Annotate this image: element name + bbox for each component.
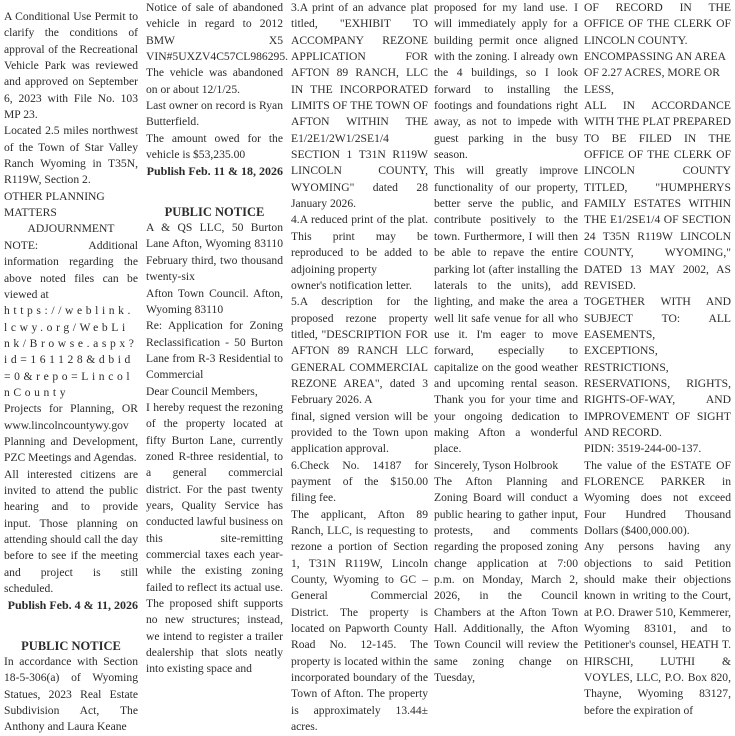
paragraph: The vehicle was abandoned on or about 12/1/25. bbox=[146, 66, 283, 96]
paragraph: 4.A reduced print of the plat. This print may be reproduced to be added to adjoining property bbox=[291, 213, 428, 276]
column-5 bbox=[584, 0, 731, 719]
signature-line: Sincerely, Tyson Holbrook bbox=[434, 458, 559, 472]
paragraph: owner's notification letter. bbox=[291, 278, 412, 292]
section-heading: ADJOURNMENT bbox=[27, 222, 115, 236]
paragraph: 6.Check No. 14187 for payment of the $150.00 filing fee. bbox=[291, 458, 428, 505]
paragraph: The Afton Planning and Zoning Board will conduct a public hearing to gather input, protests, and comments regarding the proposed zoning change application at 7:00 p.m. on Monday, March 2, 2026, in the Council Chambers at the Afton Town Hall. Additionally, the Afton Town Council will review the same zoning change on Tuesday, bbox=[434, 474, 578, 685]
paragraph: Notice of sale of abandoned vehicle in regard to 2012 BMW X5 VIN#5UXZV4C57CL986295. bbox=[146, 1, 289, 64]
paragraph: ENCOMPASSING AN AREA OF 2.27 ACRES, MORE OR LESS, bbox=[584, 50, 726, 96]
paragraph: I hereby request the rezoning of the property located at fifty Burton Lane, currently zoned R-three residential, to a general commercial district. For the past twenty years, Quality Service has conducted lawful business on this site-remitting commercial taxes each year-while the existing zoning failed to reflect its actual use. The proposed shift supports no new structures; instead, we intend to register a trailer dealership that slots neatly into existing space and bbox=[146, 400, 283, 676]
paragraph: 5.A description for the proposed rezone property titled, "DESCRIPTION FOR AFTON 89 RANCH LLC GENERAL COMMERCIAL REZONE AREA", dated 3 February 2026. A bbox=[291, 295, 428, 407]
parcel-id: PIDN: 3519-244-00-137. bbox=[584, 442, 702, 456]
paragraph: Any persons having any objections to said Petition should make their objections known in writing to the Court, at P.O. Drawer 510, Kemmerer, Wyoming 83101, and to Petitioner's counsel, HEATH T. HIRSCHI, LUTHI & VOYLES, LLC, P.O. Box 820, Thayne, Wyoming 83127, before the expiration of bbox=[584, 540, 731, 717]
paragraph: All interested citizens are invited to attend the public hearing and to provide input. Those planning on attending should call the day before to see if the meeting and project is still scheduled. bbox=[4, 467, 138, 596]
paragraph: A & QS LLC, 50 Burton Lane Afton, Wyoming 83110 February third, two thousand twenty-six bbox=[146, 221, 283, 284]
section-heading: OTHER PLANNING MATTERS bbox=[4, 189, 105, 220]
paragraph: final, signed version will be provided to the Town upon application approval. bbox=[291, 409, 428, 456]
column-3 bbox=[291, 0, 428, 735]
paragraph: Last owner on record is Ryan Butterfield. bbox=[146, 99, 283, 129]
paragraph: This will greatly improve functionality of our property, better serve the public, and contribute positively to the town. Furthermore, I will then be able to repave the entire parking lot (after installing the laterals to the units), add lighting, and make the area a well lit safe venue for all who use it. I'm eager to move forward, especially to capitalize on the good weather and upcoming rental season. Thank you for your time and your ongoing dedication to making Afton a wonderful place. bbox=[434, 164, 578, 456]
paragraph: The amount owed for the vehicle is $53,235.00 bbox=[146, 131, 283, 162]
paragraph: ALL IN ACCORDANCE WITH THE PLAT PREPARED TO BE FILED IN THE OFFICE OF THE CLERK OF LINCOLN COUNTY TITLED, "HUMPHERYS FAMILY ESTATES WITHIN THE E1/2SE1/4 OF SECTION 24 T35N R119W LINCOLN COUNTY, WYOMING," DATED 13 MAY 2002, AS REVISED. bbox=[584, 99, 731, 292]
paragraph: The applicant, Afton 89 Ranch, LLC, is requesting to rezone a portion of Section 1, T31N R119W, Lincoln County, Wyoming to GC – General Commercial District. The property is located on Papworth County Road No. 12-145. The property is located within the incorporated boundary of the Town of Afton. The property is approximately 13.44± acres. bbox=[291, 507, 428, 734]
paragraph: proposed for my land use. I will immediately apply for a building permit once aligned with the zoning. I already own the 4 buildings, so I look forward to installing the footings and foundations right away, as not to impede with guest parking in the busy season. bbox=[434, 1, 578, 162]
column-1 bbox=[4, 9, 138, 736]
column-2 bbox=[146, 0, 289, 678]
weblink-url[interactable]: https://weblink.lcwy.org/WebLink/Browse.aspx?id=161128&dbid=0&repo=LincolnCounty bbox=[4, 304, 138, 399]
paragraph: Afton Town Council. Afton, Wyoming 83110 bbox=[146, 286, 283, 316]
paragraph: A Conditional Use Permit to clarify the conditions of approval of the Recreational Vehicle Park was reviewed and approved on September 6, 2023 with File No. 103 MP 23. bbox=[4, 10, 138, 122]
paragraph: In accordance with Section 18-5-306(a) of Wyoming Statues, 2023 Real Estate Subdivision Act, The Anthony and Laura Keane bbox=[4, 655, 138, 734]
paragraph: TOGETHER WITH AND SUBJECT TO: ALL EASEMENTS, EXCEPTIONS, RESTRICTIONS, RESERVATIONS, RIGHTS, RIGHTS-OF-WAY, AND IMPROVEMENT OF SIGHT AND RECORD. bbox=[584, 295, 731, 439]
paragraph: OF RECORD IN THE OFFICE OF THE CLERK OF LINCOLN COUNTY. bbox=[584, 1, 731, 47]
paragraph: The value of the ESTATE OF FLORENCE PARKER in Wyoming does not exceed Four Hundred Thousand Dollars ($400,000.00). bbox=[584, 458, 731, 537]
publish-dates: Publish Feb. 11 & 18, 2026 bbox=[146, 164, 283, 179]
paragraph: Re: Application for Zoning Reclassification - 50 Burton Lane from R-3 Residential to Commercial bbox=[146, 319, 283, 382]
publish-dates: Publish Feb. 4 & 11, 2026 bbox=[7, 598, 138, 613]
paragraph: Located 2.5 miles northwest of the Town of Star Valley Ranch Wyoming in T35N, R119W, Section 2. bbox=[4, 124, 138, 187]
notice-heading: PUBLIC NOTICE bbox=[21, 638, 121, 653]
paragraph: 3.A print of an advance plat titled, "EXHIBIT TO ACCOMPANY REZONE APPLICATION FOR AFTON 89 RANCH, LLC IN THE INCORPORATED LIMITS OF THE TOWN OF AFTON WITHIN THE E1/2E1/2W1/2SE1/4 SECTION 1 T31N R119W LINCOLN COUNTY, WYOMING" dated 28 January 2026. bbox=[291, 1, 428, 211]
paragraph: Projects for Planning, OR www.lincolncountywy.gov Planning and Development, PZC Meetings and Agendas. bbox=[4, 402, 138, 465]
notice-heading: PUBLIC NOTICE bbox=[164, 204, 265, 219]
paragraph: NOTE: Additional information regarding the above noted files can be viewed at bbox=[4, 238, 138, 301]
column-4 bbox=[434, 0, 578, 686]
paragraph: Dear Council Members, bbox=[146, 384, 258, 398]
